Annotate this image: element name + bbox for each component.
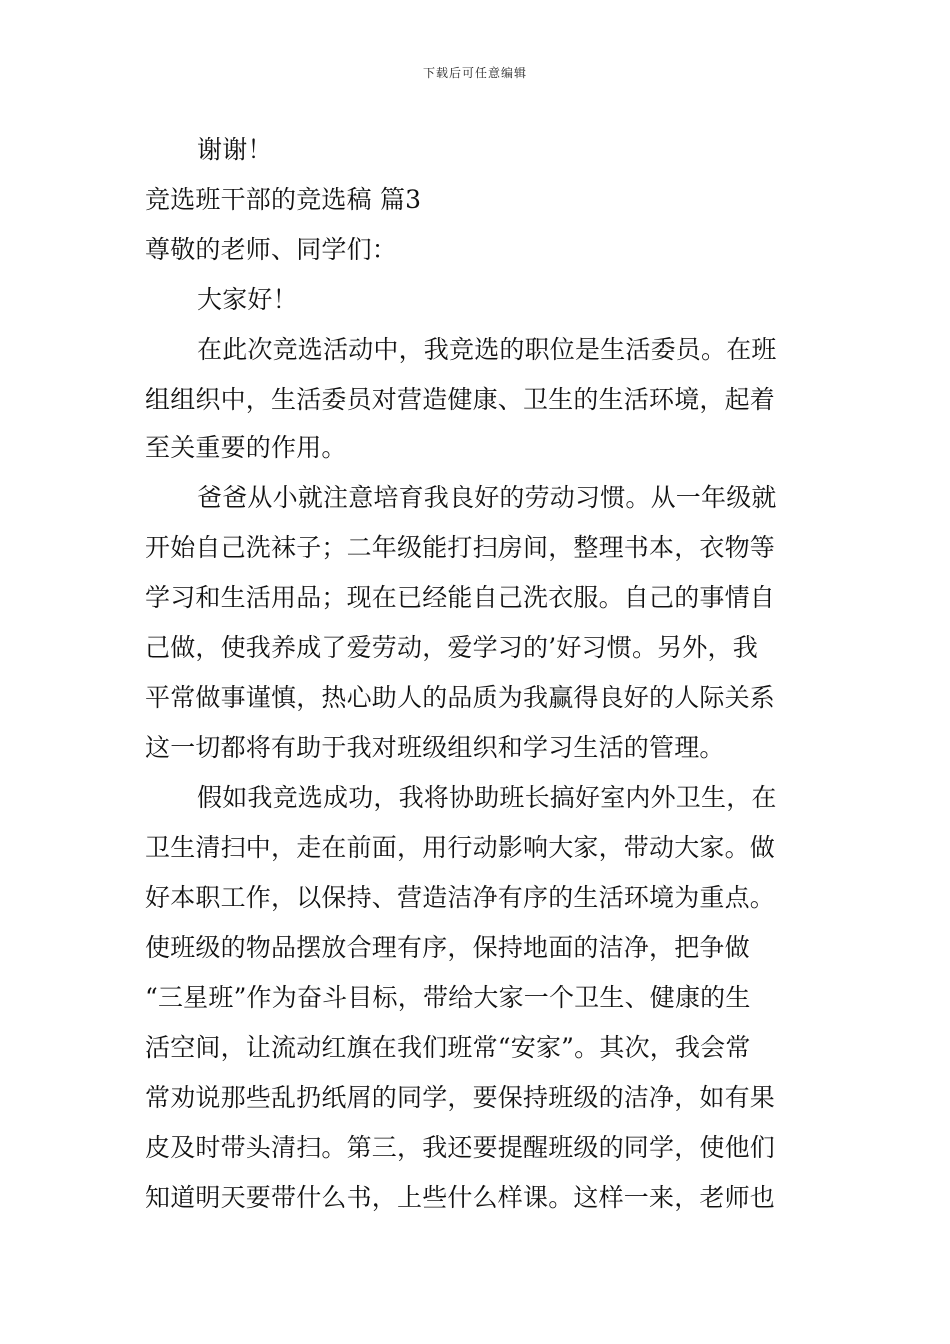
paragraph-line: 知道明天要带什么书，上些什么样课。这样一来，老师也 [145,1183,776,1212]
section-title: 竞选班干部的竞选稿 篇3 [145,185,422,214]
paragraph-line: 至关重要的作用。 [145,433,347,462]
paragraph-line: 开始自己洗袜子；二年级能打扫房间，整理书本，衣物等 [145,533,776,562]
paragraph-line: 好本职工作，以保持、营造洁净有序的生活环境为重点。 [145,883,776,912]
closing-thanks: 谢谢！ [197,135,273,164]
paragraph-line: 平常做事谨慎，热心助人的品质为我赢得良好的人际关系 [145,683,776,712]
paragraph-line: 皮及时带头清扫。第三，我还要提醒班级的同学，使他们 [145,1133,776,1162]
paragraph-line: 这一切都将有助于我对班级组织和学习生活的管理。 [145,733,725,762]
paragraph-line: 卫生清扫中，走在前面，用行动影响大家，带动大家。做 [145,833,776,862]
paragraph-line: 爸爸从小就注意培育我良好的劳动习惯。从一年级就 [197,483,777,512]
paragraph-line: 在此次竞选活动中，我竞选的职位是生活委员。在班 [197,335,777,364]
paragraph-line: 使班级的物品摆放合理有序，保持地面的洁净，把争做 [145,933,750,962]
greeting: 大家好！ [197,285,298,314]
paragraph-line: 组组织中，生活委员对营造健康、卫生的生活环境，起着 [145,385,776,414]
paragraph-line: 假如我竞选成功，我将协助班长搞好室内外卫生，在 [197,783,777,812]
salutation: 尊敬的老师、同学们： [145,235,398,264]
paragraph-line: 常劝说那些乱扔纸屑的同学，要保持班级的洁净，如有果 [145,1083,776,1112]
paragraph-line: 学习和生活用品；现在已经能自己洗衣服。自己的事情自 [145,583,776,612]
paragraph-line: 己做，使我养成了爱劳动，爱学习的’好习惯。另外，我 [145,633,758,662]
page-header: 下载后可任意编辑 [422,66,527,80]
paragraph-line: “三星班”作为奋斗目标，带给大家一个卫生、健康的生 [145,983,751,1012]
paragraph-line: 活空间，让流动红旗在我们班常“安家”。其次，我会常 [145,1033,751,1062]
